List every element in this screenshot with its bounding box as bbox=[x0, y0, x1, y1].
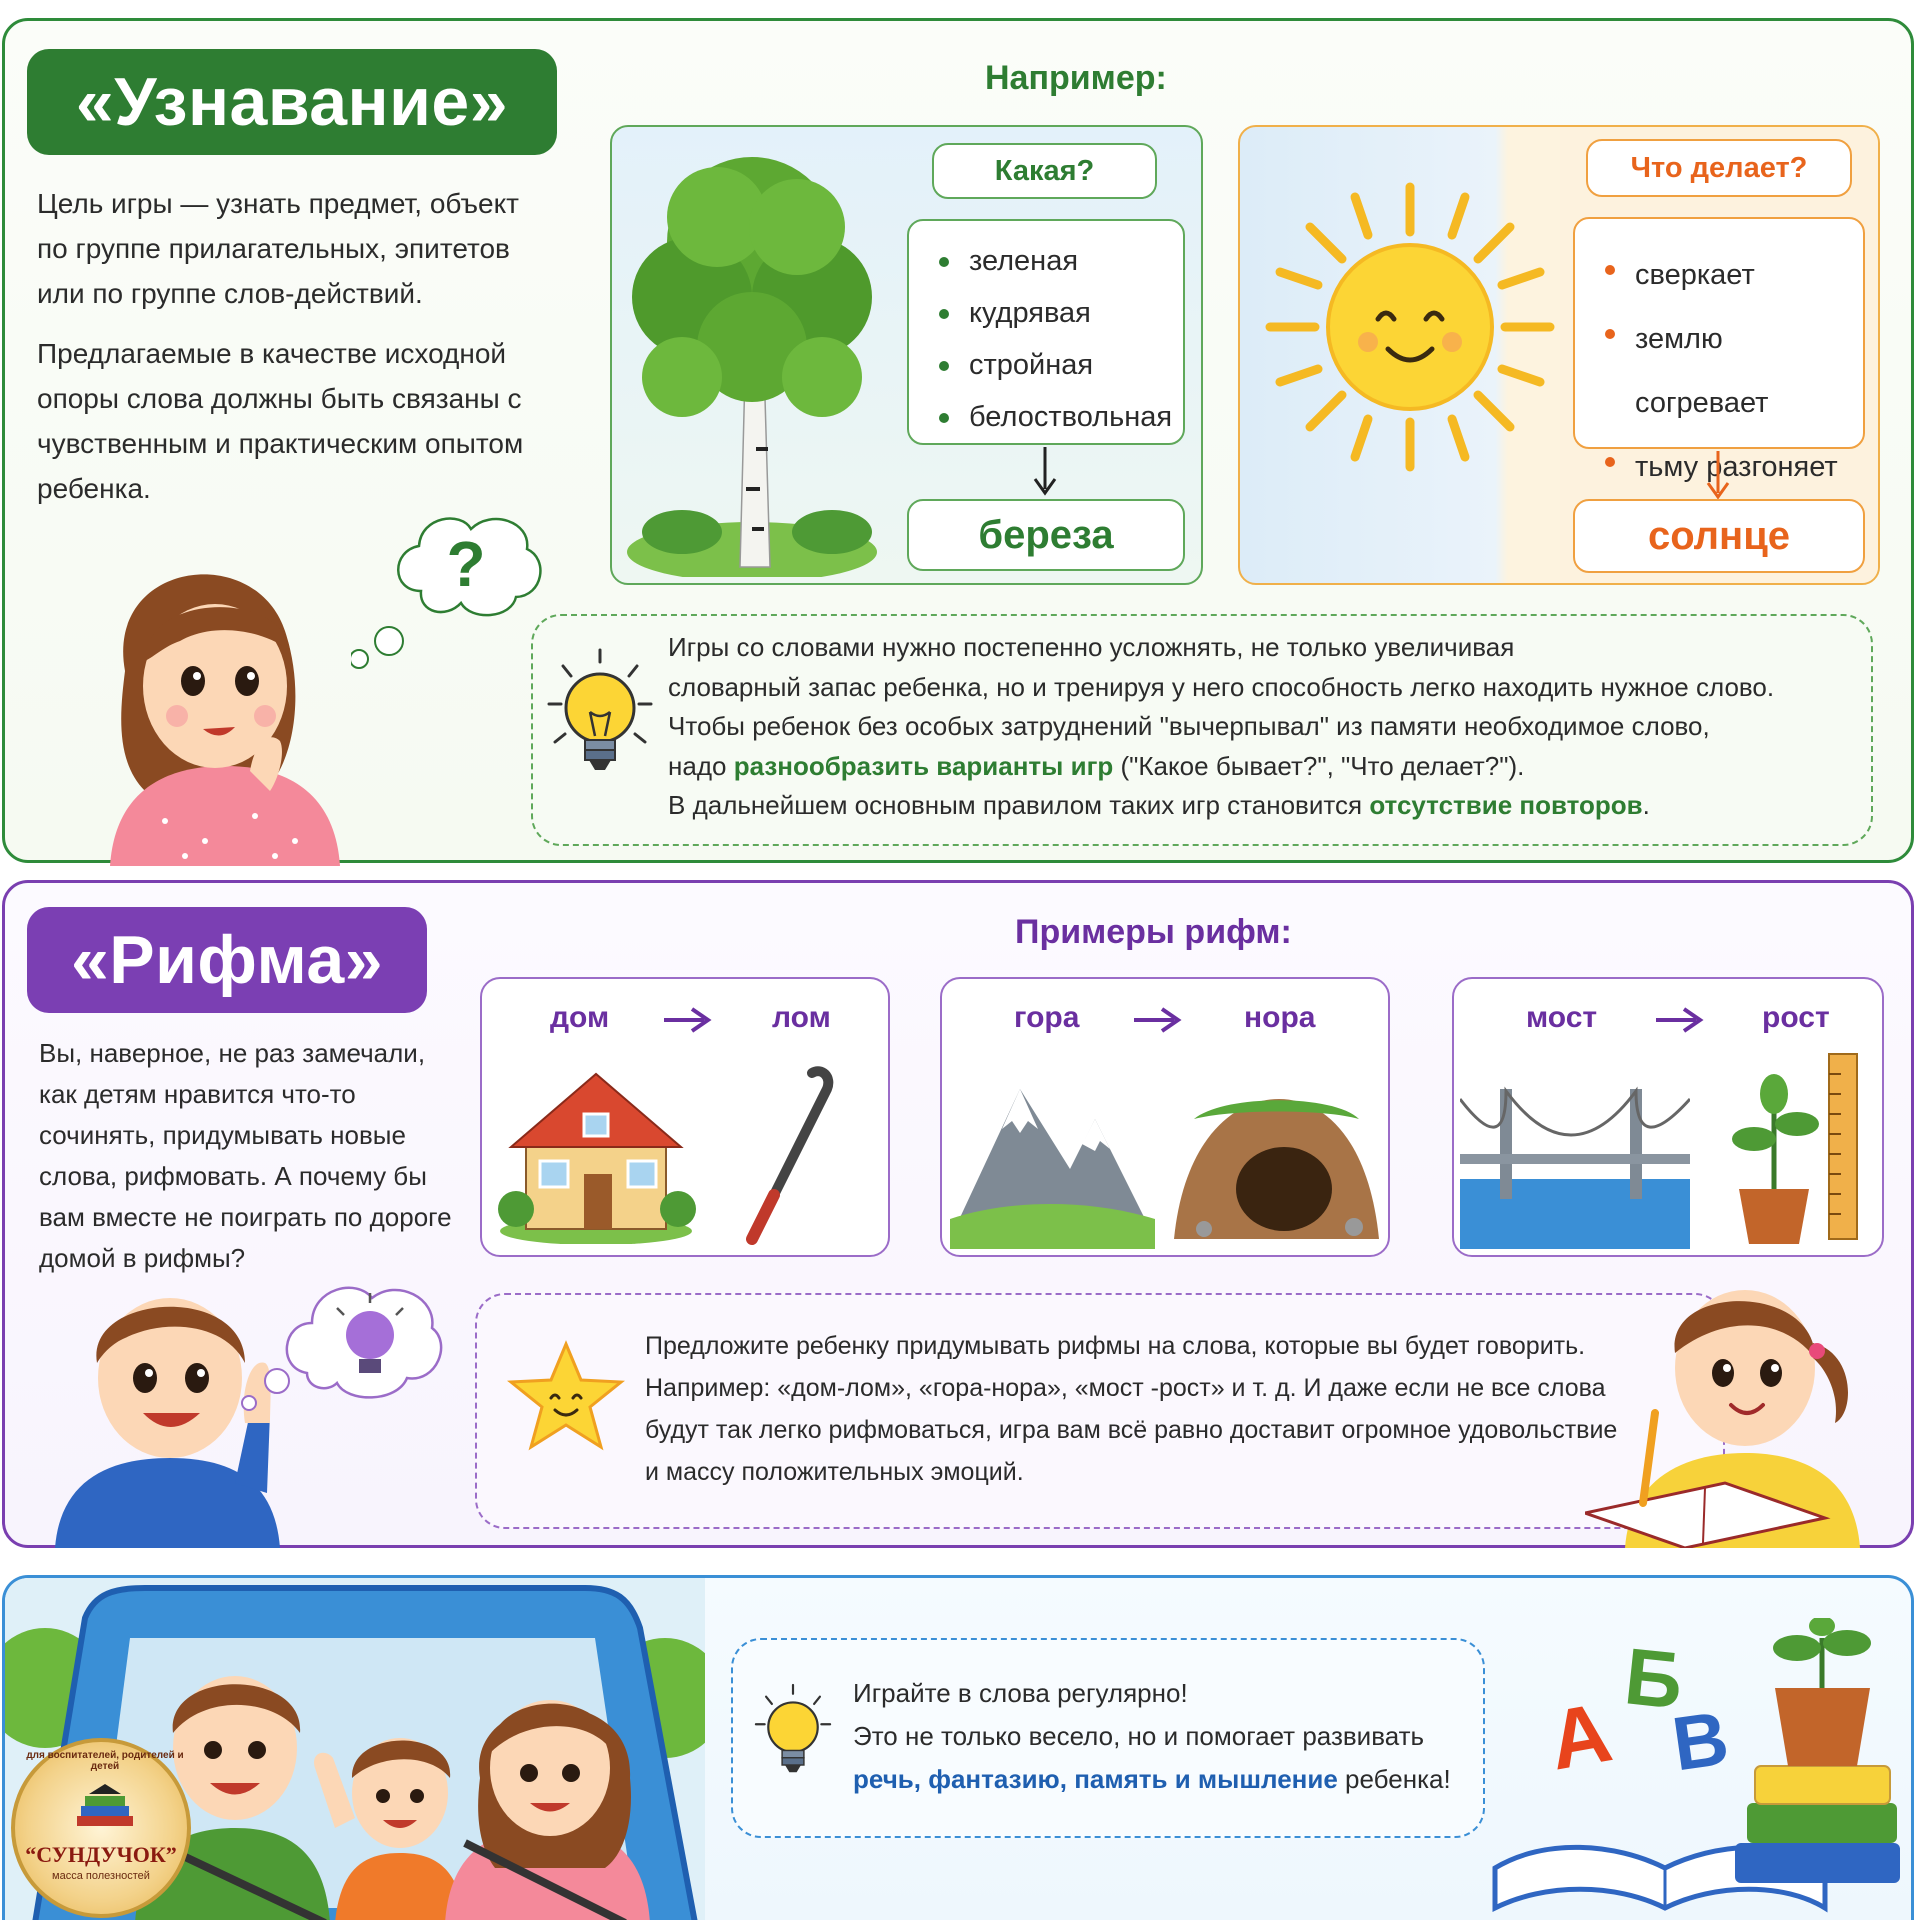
recognition-goal-text: Цель игры — узнать предмет, объект по группе прилагательных, эпитетов или по группе слов-действий. bbox=[37, 188, 519, 309]
letter-v: В bbox=[1667, 1695, 1734, 1788]
list-item: зеленая bbox=[937, 235, 1183, 287]
rhyme-card-house bbox=[480, 977, 890, 1257]
tip-text-recognition bbox=[668, 628, 1868, 826]
rhyme-word: гора bbox=[1014, 1001, 1080, 1034]
tip-line: Играйте в слова регулярно! bbox=[853, 1678, 1188, 1708]
crowbar-icon bbox=[732, 1059, 852, 1249]
arrow-right-icon bbox=[662, 1005, 712, 1035]
question-box-what-kind: Какая? bbox=[932, 143, 1157, 199]
recognition-words-text: Предлагаемые в качестве исходной опоры слова должны быть связаны с чувственным и практическим опытом ребенка. bbox=[37, 338, 524, 504]
list-item: тьму разгоняет bbox=[1603, 435, 1863, 499]
rhyme-examples-heading: Примеры рифм: bbox=[1015, 913, 1292, 951]
tip-highlight: речь, фантазию, память и мышление bbox=[853, 1764, 1338, 1794]
answer-box-sun: солнце bbox=[1573, 499, 1865, 573]
tip-line: надо разнообразить варианты игр ("Какое бывает?", "Что делает?"). bbox=[668, 750, 1525, 781]
tip-line: речь, фантазию, память и мышление ребенка! bbox=[853, 1764, 1451, 1794]
tip-box-rhyme bbox=[475, 1293, 1725, 1529]
answer-box-birch: береза bbox=[907, 499, 1185, 571]
example-card-sun bbox=[1238, 125, 1880, 585]
tip-line: словарный запас ребенка, но и тренируя у него способность легко находить нужное слово. bbox=[668, 671, 1775, 702]
star-icon bbox=[507, 1340, 625, 1452]
tip-line: Это не только весело, но и помогает развивать bbox=[853, 1721, 1425, 1751]
tip-highlight: разнообразить варианты игр bbox=[733, 750, 1114, 781]
tip-box-final bbox=[731, 1638, 1485, 1838]
logo-books-icon bbox=[73, 1780, 137, 1836]
rhyme-card-mountain bbox=[940, 977, 1390, 1257]
list-item: землю согревает bbox=[1603, 307, 1863, 435]
arrow-right-icon bbox=[1132, 1005, 1182, 1035]
adjectives-list bbox=[937, 235, 1183, 443]
tip-line: В дальнейшем основным правилом таких игр становится отсутствие повторов. bbox=[668, 790, 1650, 820]
section-rhyme bbox=[2, 880, 1914, 1548]
list-item: кудрявая bbox=[937, 287, 1183, 339]
rhyme-word: нора bbox=[1244, 1001, 1316, 1034]
tip-text-final bbox=[853, 1672, 1473, 1801]
section-conclusion bbox=[2, 1575, 1914, 1920]
tip-line: Предложите ребенку придумывать рифмы на слова, которые вы будет говорить. bbox=[645, 1332, 1586, 1360]
verbs-list bbox=[1603, 243, 1863, 499]
arrow-down-icon bbox=[1030, 445, 1060, 497]
tip-line: Например: «дом-лом», «гора-нора», «мост -рост» и т. д. И даже если не все слова bbox=[645, 1374, 1606, 1402]
logo-arc-text: для воспитателей, родителей и детей bbox=[26, 1750, 184, 1772]
tree-icon bbox=[622, 147, 882, 577]
arrow-right-icon bbox=[1654, 1005, 1704, 1035]
tip-line: Чтобы ребенок без особых затруднений "вычерпывал" из памяти необходимое слово, bbox=[668, 711, 1710, 741]
list-item: сверкает bbox=[1603, 243, 1863, 307]
mountain-icon bbox=[950, 1059, 1155, 1249]
house-icon bbox=[496, 1059, 696, 1244]
adjectives-list-box bbox=[907, 219, 1185, 445]
list-item: белоствольная bbox=[937, 391, 1183, 443]
lightbulb-icon bbox=[753, 1678, 833, 1788]
tip-box-recognition bbox=[531, 614, 1873, 846]
letter-b: Б bbox=[1620, 1631, 1688, 1726]
verbs-list-box bbox=[1573, 217, 1865, 483]
burrow-icon bbox=[1174, 1079, 1379, 1249]
bridge-icon bbox=[1460, 1059, 1690, 1249]
rhyme-word: мост bbox=[1526, 1001, 1598, 1034]
books-icon bbox=[1485, 1618, 1905, 1920]
rhyme-word: лом bbox=[772, 1001, 831, 1034]
girl-writing-icon bbox=[1585, 1263, 1885, 1548]
rhyme-word: дом bbox=[550, 1001, 610, 1034]
question-box-what-does: Что делает? bbox=[1586, 139, 1852, 197]
lightbulb-icon bbox=[545, 646, 655, 786]
tip-text-rhyme bbox=[645, 1325, 1695, 1493]
logo bbox=[11, 1738, 191, 1918]
rhyme-word: рост bbox=[1762, 1001, 1830, 1034]
list-item: стройная bbox=[937, 339, 1183, 391]
tip-line: Игры со словами нужно постепенно усложнять, не только увеличивая bbox=[668, 632, 1515, 662]
girl-thinking-icon bbox=[85, 521, 385, 866]
lightbulb-bubble-icon bbox=[237, 1263, 457, 1423]
section-title-rhyme: «Рифма» bbox=[27, 907, 427, 1013]
rhyme-intro-text: Вы, наверное, не раз замечали, как детям нравится что-то сочинять, придумывать новые слова, рифмовать. А почему бы вам вместе не поиграть по дороге домой в рифмы? bbox=[39, 1038, 452, 1273]
letter-a: А bbox=[1542, 1684, 1619, 1788]
tip-highlight: отсутствие повторов bbox=[1369, 790, 1643, 820]
tip-line: и массу положительных эмоций. bbox=[645, 1458, 1024, 1486]
plant-ruler-icon bbox=[1719, 1049, 1869, 1249]
logo-subtitle: масса полезностей bbox=[52, 1870, 150, 1882]
question-mark: ? bbox=[446, 528, 486, 600]
logo-name: “СУНДУЧОК” bbox=[25, 1842, 177, 1867]
arrow-down-icon bbox=[1703, 449, 1733, 501]
example-heading: Например: bbox=[985, 59, 1167, 97]
example-card-birch bbox=[610, 125, 1203, 585]
section-title-recognition: «Узнавание» bbox=[27, 49, 557, 155]
sun-icon bbox=[1260, 177, 1560, 477]
tip-line: будут так легко рифмоваться, игра вам всё равно доставит огромное удовольствие bbox=[645, 1416, 1618, 1444]
section-recognition bbox=[2, 18, 1914, 863]
rhyme-card-bridge bbox=[1452, 977, 1884, 1257]
